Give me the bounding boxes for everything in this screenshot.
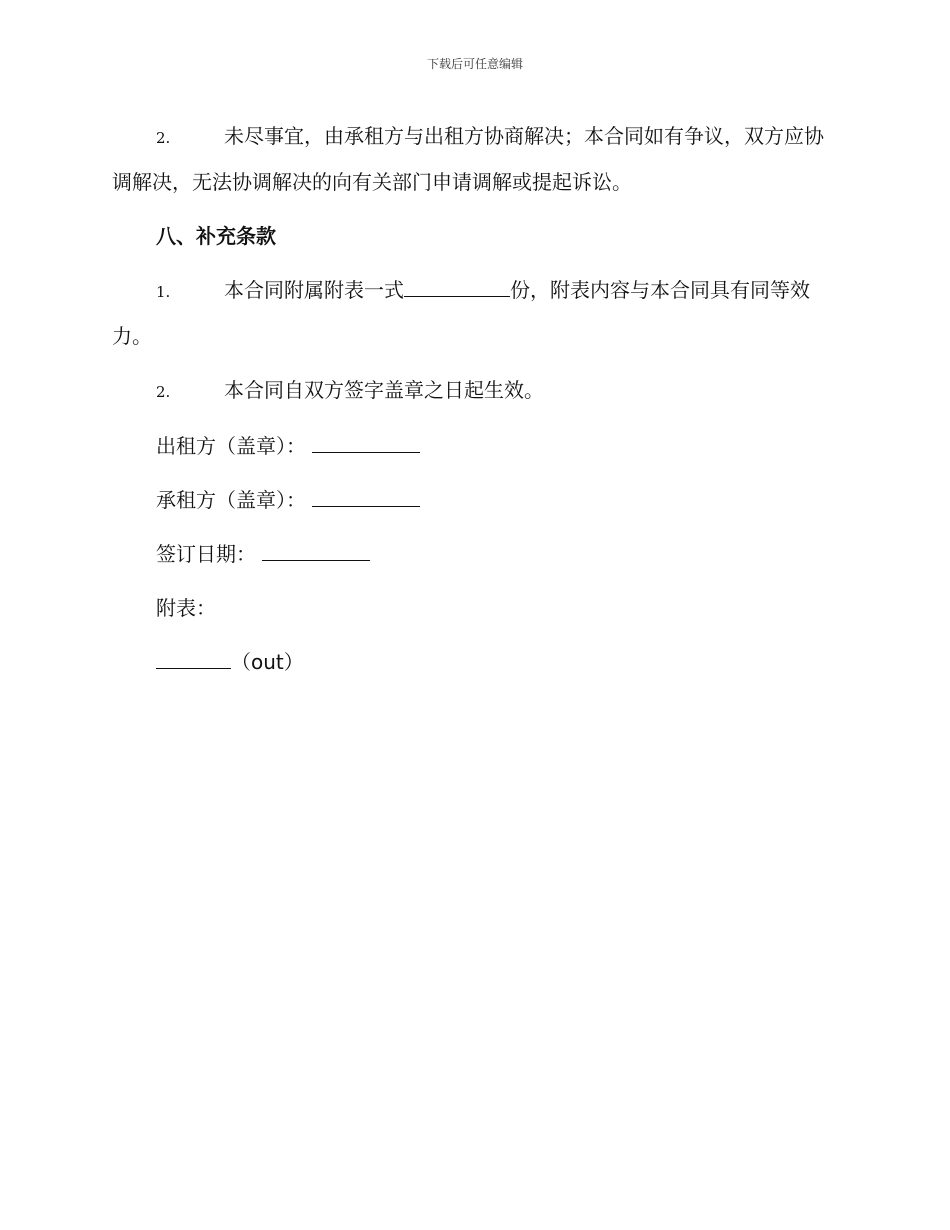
lessor-signature-blank xyxy=(312,432,420,453)
clause-text: 本合同自双方签字盖章之日起生效。 xyxy=(224,378,544,402)
attachment-line xyxy=(112,586,832,630)
clause-number: 2. xyxy=(156,129,171,147)
clause-number: 2. xyxy=(156,383,171,401)
out-line xyxy=(112,640,832,684)
clause-effective-date xyxy=(112,368,832,414)
clause-attachment-count xyxy=(112,268,832,358)
lessee-label: 承租方（盖章）： xyxy=(156,488,306,512)
clause-number: 1. xyxy=(156,283,171,301)
signing-date-label: 签订日期： xyxy=(156,542,256,566)
lessee-signature-line xyxy=(112,478,832,522)
document-body xyxy=(112,114,832,694)
lessee-signature-blank xyxy=(312,486,420,507)
page-header: 下载后可任意编辑 xyxy=(426,57,523,71)
lessor-signature-line xyxy=(112,424,832,468)
lessor-label: 出租方（盖章）： xyxy=(156,434,306,458)
attachment-label: 附表： xyxy=(156,596,216,620)
clause-text: 未尽事宜，由承租方与出租方协商解决；本合同如有争议，双方应协调解决，无法协调解决的向有关部门申请调解或提起诉讼。 xyxy=(112,124,824,194)
signing-date-blank xyxy=(262,540,370,561)
clause-text-before: 本合同附属附表一式 xyxy=(224,278,404,302)
out-text: （out） xyxy=(231,650,304,674)
clause-unresolved-matters xyxy=(112,114,832,204)
clause-text-after: 份，附表内容与本合同具有同等效力。 xyxy=(112,278,810,348)
out-blank xyxy=(156,648,231,669)
section-heading-supplementary: 八、补充条款 xyxy=(156,224,276,248)
signing-date-line xyxy=(112,532,832,576)
attachment-count-blank xyxy=(404,276,510,297)
